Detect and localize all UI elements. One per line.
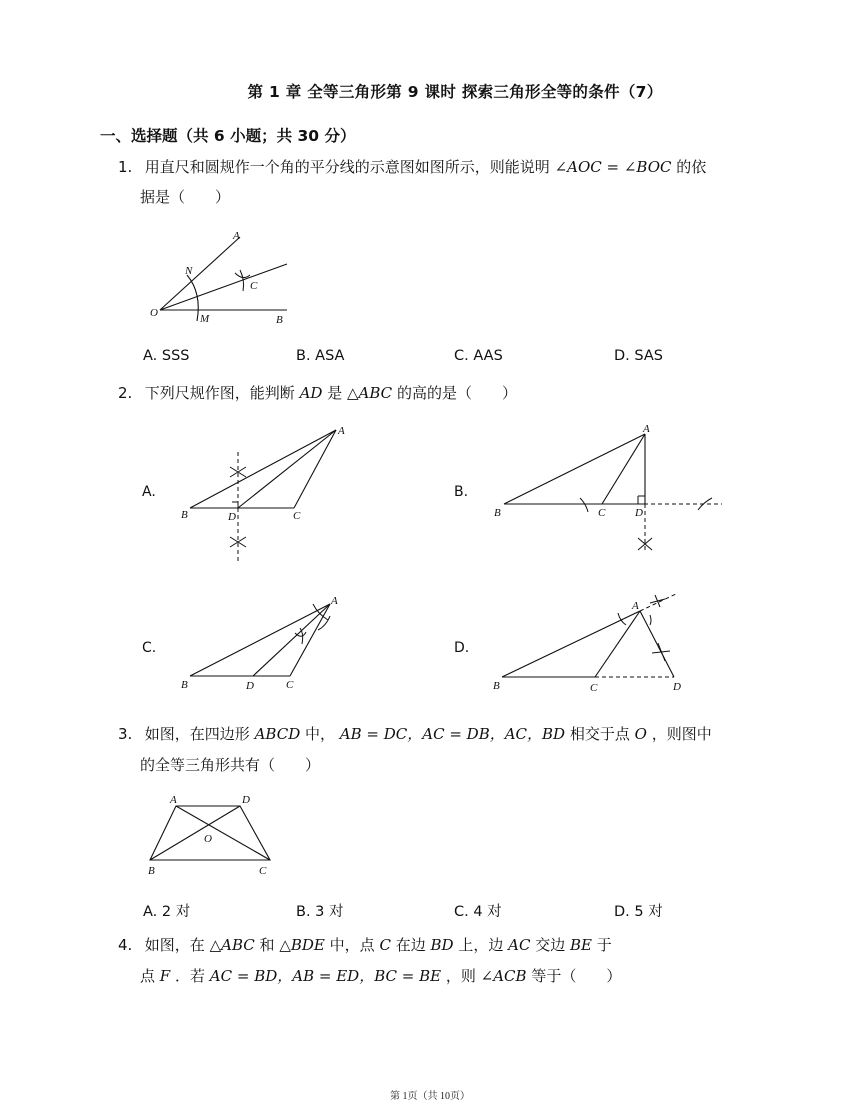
question-text: 等于（ ） [531, 967, 622, 985]
math-expression: ABCD [254, 725, 301, 743]
option-a[interactable]: A. 2 对 [143, 904, 191, 920]
svg-text:A: A [632, 600, 639, 612]
math-expression: △BDE [279, 936, 325, 954]
svg-text:C: C [259, 865, 267, 877]
section-heading: 一、选择题（共 6 小题；共 30 分） [100, 127, 356, 145]
question-2 [118, 378, 517, 408]
question-text: 的依 [676, 158, 707, 176]
figure-label: B [276, 314, 283, 326]
figure-quadrilateral [140, 790, 280, 880]
figure-label: M [200, 313, 210, 325]
question-text: 是 [327, 384, 343, 402]
svg-text:D: D [228, 511, 236, 523]
math-expression: BD [430, 936, 454, 954]
option-b[interactable]: B. [454, 484, 469, 500]
question-text: 下列尺规作图，能判断 [144, 384, 295, 402]
question-number: 2. [118, 384, 133, 402]
svg-text:B: B [494, 507, 501, 519]
option-a[interactable]: A. [142, 484, 156, 500]
math-expression: C [379, 936, 391, 954]
option-a[interactable]: A. SSS [143, 348, 190, 364]
svg-text:A: A [338, 425, 345, 437]
question-text: 的高的是（ ） [396, 384, 517, 402]
figure-label: N [185, 265, 193, 277]
page-footer: 第 1页（共 10页） [390, 1091, 470, 1102]
svg-text:D: D [635, 507, 643, 519]
question-1-line2: 据是（ ） [140, 188, 231, 206]
option-c[interactable]: C. 4 对 [454, 904, 502, 920]
math-expression: AC = BD，AB = ED，BC = BE [209, 967, 442, 985]
svg-text:C: C [286, 679, 294, 691]
svg-text:A: A [170, 794, 177, 806]
question-text: 用直尺和圆规作一个角的平分线的示意图如图所示，则能说明 [144, 158, 550, 176]
svg-text:C: C [590, 682, 598, 694]
option-d[interactable]: D. 5 对 [614, 904, 663, 920]
math-expression: ∠ACB [480, 967, 527, 985]
figure-label: A [233, 230, 240, 242]
option-b[interactable]: B. ASA [296, 348, 345, 364]
question-3-line2: 的全等三角形共有（ ） [140, 756, 321, 774]
question-text: 中， [305, 725, 336, 743]
math-expression: ∠AOC = ∠BOC [554, 158, 672, 176]
svg-text:A: A [643, 423, 650, 435]
math-expression: AC [508, 936, 531, 954]
figure-option-d [490, 585, 690, 697]
question-text: ，则图中 [651, 725, 712, 743]
option-b[interactable]: B. 3 对 [296, 904, 344, 920]
svg-text:B: B [181, 509, 188, 521]
svg-text:D: D [246, 680, 254, 692]
option-c[interactable]: C. AAS [454, 348, 503, 364]
question-text: 如图，在 [144, 936, 205, 954]
figure-angle-bisector [140, 225, 300, 330]
math-expression: F [159, 967, 171, 985]
question-1 [118, 152, 778, 182]
question-text: 相交于点 [569, 725, 630, 743]
math-expression: BE [570, 936, 593, 954]
question-4 [118, 930, 778, 960]
math-expression: △ABC [209, 936, 255, 954]
option-d[interactable]: D. SAS [614, 348, 663, 364]
svg-text:C: C [293, 510, 301, 522]
question-text: 交边 [535, 936, 566, 954]
question-text: ，则 [445, 967, 476, 985]
figure-label: C [250, 280, 258, 292]
question-text: 如图，在四边形 [144, 725, 250, 743]
option-c[interactable]: C. [142, 640, 157, 656]
svg-text:B: B [493, 680, 500, 692]
page-title: 第 1 章 全等三角形第 9 课时 探索三角形全等的条件（7） [247, 83, 663, 101]
svg-text:C: C [598, 507, 606, 519]
svg-text:D: D [242, 794, 250, 806]
question-text: 在边 [395, 936, 426, 954]
math-expression: AD [299, 384, 323, 402]
figure-option-b [490, 420, 730, 560]
svg-text:D: D [673, 681, 681, 693]
svg-text:B: B [148, 865, 155, 877]
option-d[interactable]: D. [454, 640, 470, 656]
question-text: 中，点 [329, 936, 375, 954]
question-4-line2 [140, 961, 780, 991]
question-text: 于 [596, 936, 612, 954]
figure-label: O [150, 307, 158, 319]
svg-text:O: O [204, 833, 212, 845]
svg-text:B: B [181, 679, 188, 691]
question-number: 1. [118, 158, 133, 176]
question-3 [118, 719, 778, 749]
question-number: 3. [118, 725, 133, 743]
question-text: ．若 [175, 967, 206, 985]
question-number: 4. [118, 936, 133, 954]
question-text: 上，边 [458, 936, 504, 954]
svg-text:A: A [331, 595, 338, 607]
figure-option-c [178, 590, 348, 695]
question-text: 和 [259, 936, 275, 954]
question-text: 点 [140, 967, 156, 985]
figure-option-a [178, 422, 348, 567]
math-expression: O [634, 725, 647, 743]
math-expression: △ABC [347, 384, 393, 402]
math-expression: AB = DC，AC = DB，AC，BD [339, 725, 566, 743]
